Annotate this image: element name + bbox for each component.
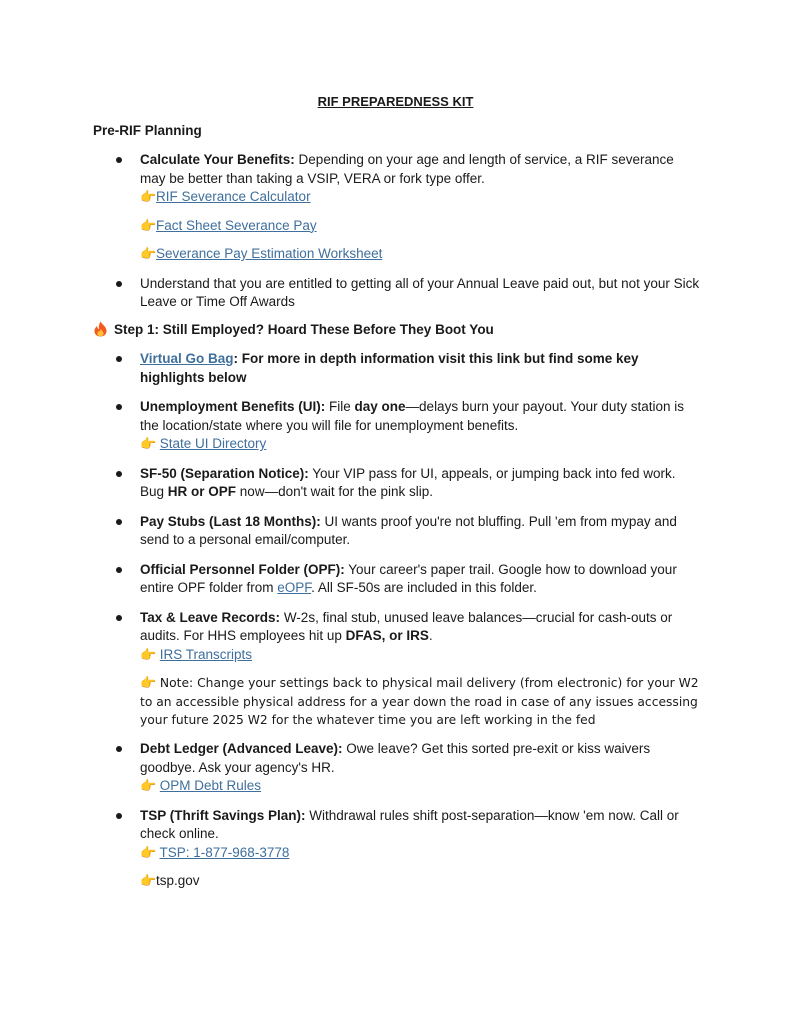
tsp-text: Withdrawal rules shift post-separation—know 'em now. Call or check online. <box>140 807 679 841</box>
rif-severance-calculator-link[interactable]: RIF Severance Calculator <box>156 189 311 204</box>
list-item-leave <box>0 275 700 312</box>
fire-icon <box>93 321 108 337</box>
bullet-icon <box>116 813 122 819</box>
list-item-sf50 <box>0 465 700 502</box>
leave-text: Understand that you are entitled to getting all of your Annual Leave paid out, but not your Sick Leave or Time Off Awards <box>140 275 700 309</box>
pointing-hand-icon: 👉 <box>140 217 157 233</box>
irs-transcripts-link[interactable]: IRS Transcripts <box>159 646 253 662</box>
sf50-bold: HR or OPF <box>167 484 237 499</box>
tax-label: Tax & Leave Records: <box>140 609 281 625</box>
list-item-benefits <box>0 151 700 264</box>
sf50-label: SF-50 (Separation Notice): <box>140 465 309 481</box>
pointing-hand-icon: 👉 <box>140 646 157 662</box>
document-title: RIF PREPAREDNESS KIT <box>317 94 474 109</box>
pointing-hand-icon: 👉 <box>140 676 157 691</box>
debt-text: Owe leave? Get this sorted pre-exit or kiss waivers goodbye. Ask your agency's HR. <box>140 741 651 775</box>
pointing-hand-icon: 👉 <box>140 778 157 793</box>
pay-label: Pay Stubs (Last 18 Months): <box>140 513 321 529</box>
list-item-opf <box>0 561 700 598</box>
link-row <box>140 646 700 665</box>
link-row <box>140 188 700 207</box>
step1-list <box>0 350 791 902</box>
ui-label: Unemployment Benefits (UI): <box>140 399 326 414</box>
ui-text: File <box>325 399 355 414</box>
opf-text-2: . All SF-50s are included in this folder. <box>311 580 537 595</box>
list-item-go-bag <box>0 350 700 387</box>
tax-bold: DFAS, or IRS <box>345 628 429 643</box>
link-row <box>140 217 700 236</box>
link-row <box>140 435 700 454</box>
list-item-debt-ledger <box>0 740 700 796</box>
ui-text-2: —delays burn your payout. Your duty station is the location/state where you will file for unemployment benefits. <box>140 399 684 433</box>
go-bag-text: : For more in depth information visit this link but find some key highlights below <box>140 351 639 385</box>
link-row <box>140 777 700 796</box>
opf-text: Your career's paper trail. Google how to download your entire OPF folder from <box>140 561 677 595</box>
link-row <box>140 245 700 264</box>
pre-rif-heading: Pre-RIF Planning <box>93 123 202 138</box>
pointing-hand-icon: 👉 <box>140 436 157 451</box>
bullet-icon <box>116 471 122 477</box>
bullet-icon <box>116 519 122 525</box>
ui-bold: day one <box>354 399 406 414</box>
severance-pay-worksheet-link[interactable]: Severance Pay Estimation Worksheet <box>156 246 383 261</box>
eopf-link[interactable]: eOPF <box>277 580 312 595</box>
pay-text: UI wants proof you're not bluffing. Pull 'em from mypay and send to a personal email/computer. <box>140 513 677 547</box>
state-ui-directory-link[interactable]: State UI Directory <box>159 436 267 451</box>
pointing-hand-icon: 👉 <box>140 844 157 860</box>
step1-heading-text: Step 1: Still Employed? Hoard These Before They Boot You <box>114 322 494 337</box>
fact-sheet-severance-pay-link[interactable]: Fact Sheet Severance Pay <box>156 217 317 233</box>
virtual-go-bag-link[interactable]: Virtual Go Bag <box>140 351 234 366</box>
list-item-tax-leave <box>0 609 700 730</box>
benefits-text: Depending on your age and length of service, a RIF severance may be better than taking a VSIP, VERA or fork type offer. <box>140 152 674 186</box>
bullet-icon <box>116 404 122 410</box>
bullet-icon <box>116 281 122 287</box>
tsp-site-row <box>140 872 700 891</box>
pointing-hand-icon: 👉 <box>140 873 157 888</box>
opf-label: Official Personnel Folder (OPF): <box>140 561 345 577</box>
bullet-icon <box>116 615 122 621</box>
opm-debt-rules-link[interactable]: OPM Debt Rules <box>159 778 262 793</box>
pre-rif-list <box>0 151 791 323</box>
sf50-text-2: now—don't wait for the pink slip. <box>236 484 433 499</box>
benefits-label: Calculate Your Benefits: <box>140 152 295 167</box>
w2-note <box>140 674 700 729</box>
list-item-pay-stubs <box>0 513 700 550</box>
tsp-phone-link[interactable]: TSP: 1-877-968-3778 <box>159 844 290 860</box>
tax-text: W-2s, final stub, unused leave balances—crucial for cash-outs or audits. For HHS employees hit up <box>140 609 673 643</box>
bullet-icon <box>116 567 122 573</box>
link-row <box>140 844 700 863</box>
bullet-icon <box>116 746 122 752</box>
list-item-unemployment <box>0 398 700 454</box>
bullet-icon <box>116 157 122 163</box>
bullet-icon <box>116 356 122 362</box>
pointing-hand-icon: 👉 <box>140 189 157 204</box>
step1-heading <box>93 321 494 337</box>
list-item-tsp <box>0 807 700 891</box>
tsp-label: TSP (Thrift Savings Plan): <box>140 807 306 823</box>
debt-label: Debt Ledger (Advanced Leave): <box>140 741 343 756</box>
pointing-hand-icon: 👉 <box>140 246 157 261</box>
tsp-site-text: tsp.gov <box>156 873 200 888</box>
w2-note-text: Note: Change your settings back to physical mail delivery (from electronic) for your W2 to an accessible physical address for a year down the road in case of any issues accessing your future 2025 W2 for the whatever time you are left working in the fed <box>140 676 699 727</box>
sf50-text: Your VIP pass for UI, appeals, or jumping back into fed work. Bug <box>140 465 676 499</box>
tax-text-2: . <box>428 628 433 643</box>
